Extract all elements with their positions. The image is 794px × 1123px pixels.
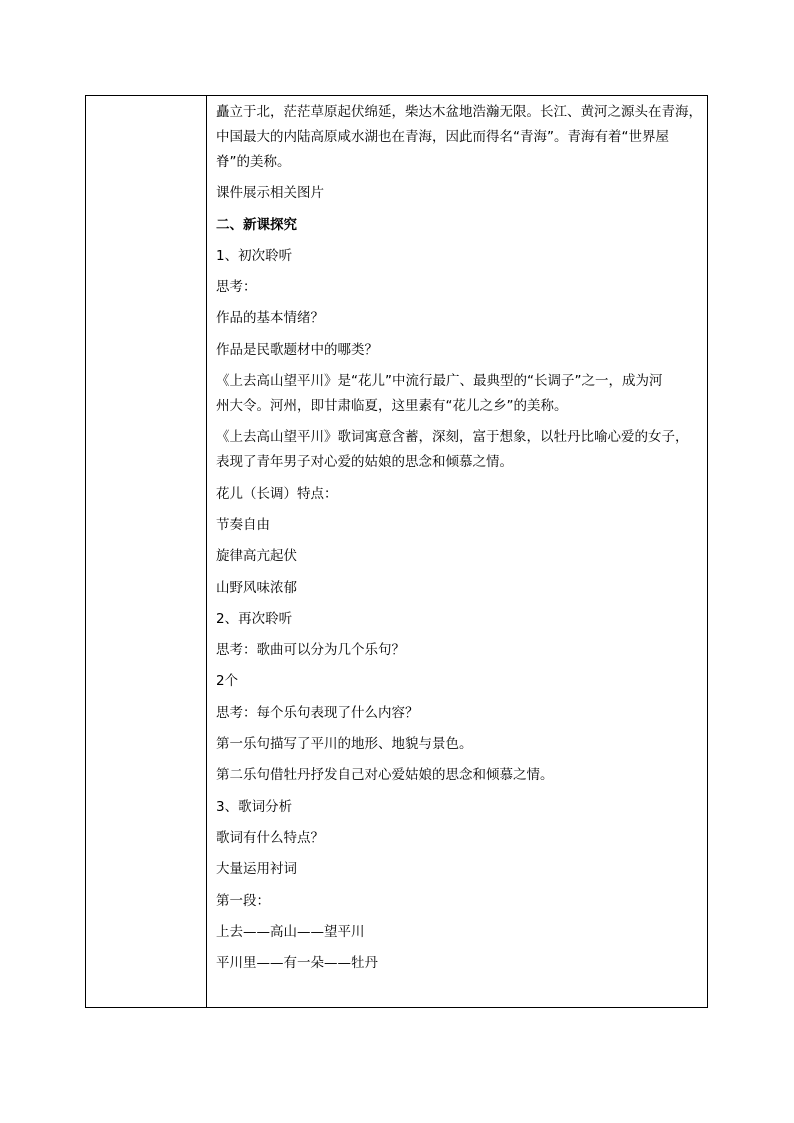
text-line: 花儿（长调）特点： [216, 485, 338, 502]
text-line: 《上去高山望平川》是“花儿”中流行最广、最典型的“长调子”之一，成为河 [216, 373, 663, 390]
subsection-heading: 3、歌词分析 [216, 798, 293, 815]
text-line: 大量运用衬词 [216, 861, 297, 878]
text-line: 第一段： [216, 892, 270, 909]
text-line: 思考：歌曲可以分为几个乐句？ [216, 642, 405, 659]
text-line: 作品是民歌题材中的哪类？ [216, 341, 378, 358]
text-line: 第一乐句描写了平川的地形、地貌与景色。 [216, 736, 473, 753]
text-line: 平川里——有一朵——牡丹 [216, 955, 378, 972]
text-line: 旋律高亢起伏 [216, 548, 297, 565]
text-line: 山野风味浓郁 [216, 579, 297, 596]
lesson-content [216, 102, 701, 984]
text-line: 2个 [216, 673, 239, 690]
table-left-cell [86, 96, 207, 1007]
text-line: 歌词有什么特点？ [216, 829, 324, 846]
text-line: 第二乐句借牡丹抒发自己对心爱姑娘的思念和倾慕之情。 [216, 767, 554, 784]
text-line: 中国最大的内陆高原咸水湖也在青海，因此而得名“青海”。青海有着“世界屋 [216, 129, 669, 145]
text-line: 思考：每个乐句表现了什么内容？ [216, 704, 419, 721]
section-heading: 二、新课探究 [216, 216, 297, 233]
subsection-heading: 2、再次聆听 [216, 610, 293, 627]
table-right-cell [207, 96, 707, 1007]
text-line: 课件展示相关图片 [216, 185, 324, 202]
text-line: 思考： [216, 279, 257, 296]
text-line: 脊”的美称。 [216, 154, 291, 170]
text-line: 矗立于北，茫茫草原起伏绵延，柴达木盆地浩瀚无限。长江、黄河之源头在青海， [216, 104, 702, 120]
text-line: 表现了青年男子对心爱的姑娘的思念和倾慕之情。 [216, 454, 513, 471]
text-line: 节奏自由 [216, 516, 270, 533]
text-line: 作品的基本情绪？ [216, 310, 324, 327]
text-line: 《上去高山望平川》歌词寓意含蓄，深刻，富于想象，以牡丹比喻心爱的女子， [216, 429, 689, 446]
text-line: 上去——高山——望平川 [216, 923, 365, 940]
lesson-plan-table [85, 95, 708, 1008]
text-line: 州大令。河州，即甘肃临夏，这里素有“花儿之乡”的美称。 [216, 398, 568, 415]
subsection-heading: 1、初次聆听 [216, 247, 293, 264]
